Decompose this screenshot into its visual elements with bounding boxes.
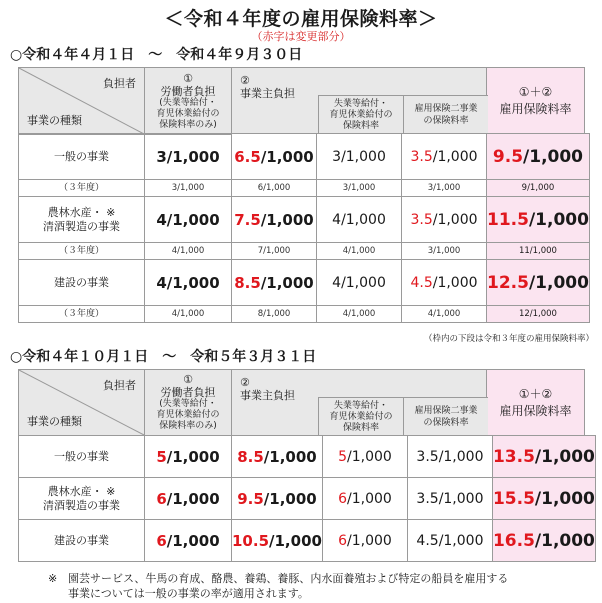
two-projects-subheader: 雇用保険二事業 の保険料率 — [403, 95, 488, 133]
total-rate-header: ①＋② 雇用保険料率 — [487, 370, 585, 436]
unemployment-benefit-subheader: 失業等給付・ 育児休業給付の 保険料率 — [318, 95, 403, 133]
unemployment-benefit-subheader: 失業等給付・ 育児休業給付の 保険料率 — [318, 397, 403, 435]
table-row: 農林水産・ ※ 清酒製造の事業 6/1,000 9.5/1,000 6/1,000 3.5/1,000 15.5/1,000 — [19, 478, 596, 520]
worker-burden-header: ① 労働者負担 (失業等給付・ 育児休業給付の 保険料率のみ) — [145, 68, 232, 135]
table-note: （枠内の下段は令和３年度の雇用保険料率） — [423, 334, 594, 344]
table-row: 一般の事業 3/1,000 6.5/1,000 3/1,000 3.5/1,000 9.5/1,000 — [19, 134, 590, 180]
rate-table-1 — [18, 67, 585, 135]
corner-header: 負担者 事業の種類 — [19, 370, 145, 436]
footnote-mark: ※ — [48, 572, 58, 585]
employer-burden-header: ② 事業主負担 — [232, 68, 487, 134]
table-row: 一般の事業 5/1,000 8.5/1,000 5/1,000 3.5/1,000 13.5/1,000 — [19, 436, 596, 478]
two-projects-subheader: 雇用保険二事業 の保険料率 — [403, 397, 488, 435]
period-heading-2: ○令和４年１０月１日 ～ 令和５年３月３１日 — [10, 349, 317, 365]
footnote-line-2: 事業については一般の事業の率が適用されます。 — [68, 587, 309, 600]
rate-table-2 — [18, 369, 585, 436]
worker-burden-header: ① 労働者負担 (失業等給付・ 育児休業給付の 保険料率のみ) — [145, 370, 232, 436]
table-row: 農林水産・ ※ 清酒製造の事業 4/1,000 7.5/1,000 4/1,000 3.5/1,000 11.5/1,000 — [19, 197, 590, 243]
table-row: 建設の事業 4/1,000 8.5/1,000 4/1,000 4.5/1,000 12.5/1,000 — [19, 260, 590, 306]
corner-type-label: 事業の種類 — [27, 114, 82, 127]
corner-burden-label: 負担者 — [103, 77, 136, 90]
table-row-prev-year: （３年度） 4/1,000 8/1,000 4/1,000 4/1,000 12/1,000 — [19, 306, 590, 323]
table-row-prev-year: （３年度） 3/1,000 6/1,000 3/1,000 3/1,000 9/1,000 — [19, 180, 590, 197]
employer-burden-header: ② 事業主負担 — [232, 370, 487, 436]
rate-table-2-body — [18, 435, 596, 562]
employer-subheaders-1 — [318, 95, 488, 133]
table-row: 建設の事業 6/1,000 10.5/1,000 6/1,000 4.5/1,000 16.5/1,000 — [19, 520, 596, 562]
footnote — [48, 571, 509, 601]
period-heading-1: ○令和４年４月１日 ～ 令和４年９月３０日 — [10, 47, 303, 63]
corner-header — [19, 68, 145, 135]
employer-subheaders-2 — [318, 397, 488, 435]
table-row-prev-year: （３年度） 4/1,000 7/1,000 4/1,000 3/1,000 11/1,000 — [19, 243, 590, 260]
page-title: ＜令和４年度の雇用保険料率＞ — [164, 8, 438, 30]
rate-table-1-body — [18, 133, 590, 323]
page-subtitle: （赤字は変更部分） — [251, 30, 351, 43]
footnote-line-1: 園芸サービス、牛馬の育成、酪農、養鶏、養豚、内水面養殖および特定の船員を雇用する — [68, 572, 509, 585]
total-rate-header: ①＋② 雇用保険料率 — [487, 68, 585, 135]
